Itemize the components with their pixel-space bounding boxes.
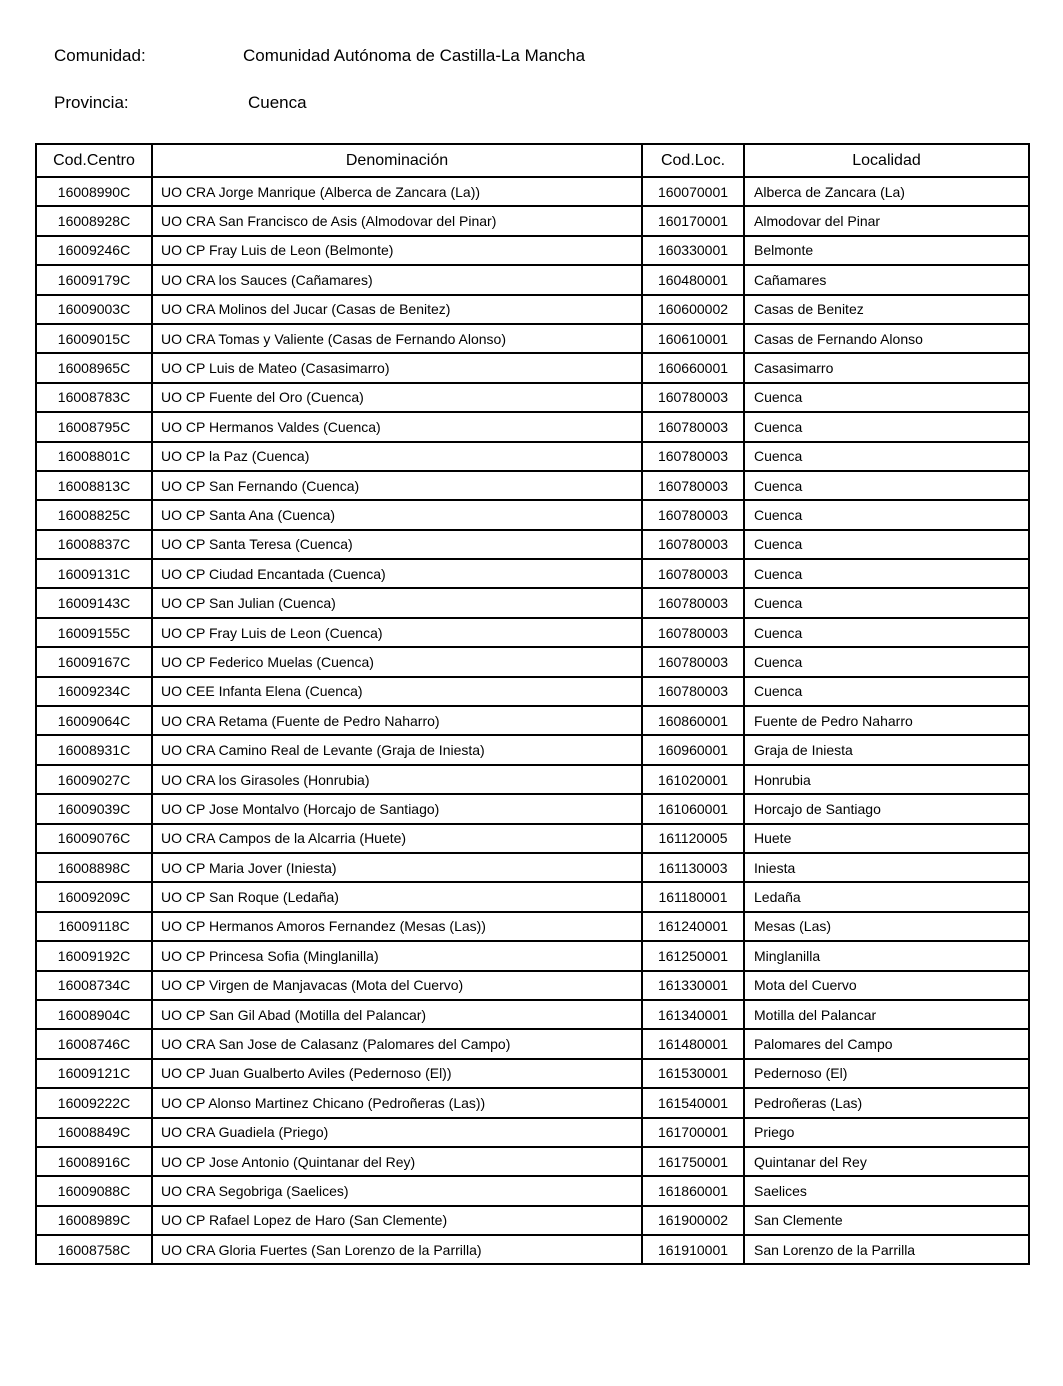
denominacion-cell: UO CP Fuente del Oro (Cuenca) xyxy=(152,383,642,412)
provincia-label: Provincia: xyxy=(54,93,129,112)
denominacion-cell: UO CP Santa Teresa (Cuenca) xyxy=(152,530,642,559)
localidad-cell: Cuenca xyxy=(744,383,1029,412)
denominacion-cell: UO CRA Molinos del Jucar (Casas de Benitez) xyxy=(152,295,642,324)
cod-loc-cell: 161340001 xyxy=(642,1000,744,1029)
cod-centro-cell: 16008825C xyxy=(36,500,152,529)
localidad-cell: San Clemente xyxy=(744,1206,1029,1235)
denominacion-cell: UO CP Jose Montalvo (Horcajo de Santiago) xyxy=(152,794,642,823)
table-row xyxy=(36,1176,1029,1205)
cod-loc-cell: 160780003 xyxy=(642,383,744,412)
column-header-cod-loc: Cod.Loc. xyxy=(642,144,744,177)
cod-loc-cell: 161480001 xyxy=(642,1029,744,1058)
table-row xyxy=(36,971,1029,1000)
cod-centro-cell: 16008801C xyxy=(36,442,152,471)
denominacion-cell: UO CP Ciudad Encantada (Cuenca) xyxy=(152,559,642,588)
denominacion-cell: UO CRA los Girasoles (Honrubia) xyxy=(152,765,642,794)
localidad-cell: Cuenca xyxy=(744,500,1029,529)
cod-centro-cell: 16009234C xyxy=(36,677,152,706)
denominacion-cell: UO CP Fray Luis de Leon (Cuenca) xyxy=(152,618,642,647)
cod-centro-cell: 16009118C xyxy=(36,912,152,941)
table-row xyxy=(36,706,1029,735)
table-row xyxy=(36,500,1029,529)
denominacion-cell: UO CP Juan Gualberto Aviles (Pedernoso (El)) xyxy=(152,1059,642,1088)
localidad-cell: Minglanilla xyxy=(744,941,1029,970)
denominacion-cell: UO CRA Campos de la Alcarria (Huete) xyxy=(152,824,642,853)
cod-loc-cell: 160780003 xyxy=(642,677,744,706)
cod-centro-cell: 16008898C xyxy=(36,853,152,882)
denominacion-cell: UO CP Rafael Lopez de Haro (San Clemente) xyxy=(152,1206,642,1235)
cod-loc-cell: 161180001 xyxy=(642,882,744,911)
cod-centro-cell: 16008746C xyxy=(36,1029,152,1058)
cod-loc-cell: 161750001 xyxy=(642,1147,744,1176)
cod-centro-cell: 16009222C xyxy=(36,1088,152,1117)
localidad-cell: Mesas (Las) xyxy=(744,912,1029,941)
cod-centro-cell: 16008734C xyxy=(36,971,152,1000)
cod-loc-cell: 161130003 xyxy=(642,853,744,882)
localidad-cell: Cuenca xyxy=(744,647,1029,676)
table-header-row xyxy=(36,144,1029,177)
table-row xyxy=(36,588,1029,617)
cod-centro-cell: 16009027C xyxy=(36,765,152,794)
denominacion-cell: UO CP Alonso Martinez Chicano (Pedroñeras (Las)) xyxy=(152,1088,642,1117)
cod-centro-cell: 16008783C xyxy=(36,383,152,412)
denominacion-cell: UO CP Maria Jover (Iniesta) xyxy=(152,853,642,882)
table-row xyxy=(36,882,1029,911)
localidad-cell: Almodovar del Pinar xyxy=(744,206,1029,235)
localidad-cell: Saelices xyxy=(744,1176,1029,1205)
cod-loc-cell: 161020001 xyxy=(642,765,744,794)
cod-loc-cell: 161120005 xyxy=(642,824,744,853)
localidad-cell: Iniesta xyxy=(744,853,1029,882)
cod-centro-cell: 16009192C xyxy=(36,941,152,970)
table-row xyxy=(36,735,1029,764)
localidad-cell: Cuenca xyxy=(744,471,1029,500)
cod-centro-cell: 16008837C xyxy=(36,530,152,559)
cod-loc-cell: 161910001 xyxy=(642,1235,744,1264)
cod-centro-cell: 16009076C xyxy=(36,824,152,853)
localidad-cell: Horcajo de Santiago xyxy=(744,794,1029,823)
table-row xyxy=(36,530,1029,559)
cod-centro-cell: 16008928C xyxy=(36,206,152,235)
cod-loc-cell: 160610001 xyxy=(642,324,744,353)
table-row xyxy=(36,353,1029,382)
cod-centro-cell: 16009179C xyxy=(36,265,152,294)
cod-centro-cell: 16008990C xyxy=(36,177,152,206)
localidad-cell: Huete xyxy=(744,824,1029,853)
denominacion-cell: UO CP Fray Luis de Leon (Belmonte) xyxy=(152,236,642,265)
denominacion-cell: UO CP San Julian (Cuenca) xyxy=(152,588,642,617)
table-row xyxy=(36,324,1029,353)
localidad-cell: Quintanar del Rey xyxy=(744,1147,1029,1176)
cod-centro-cell: 16009167C xyxy=(36,647,152,676)
denominacion-cell: UO CRA Jorge Manrique (Alberca de Zancara (La)) xyxy=(152,177,642,206)
table-row xyxy=(36,647,1029,676)
cod-loc-cell: 161330001 xyxy=(642,971,744,1000)
localidad-cell: Cuenca xyxy=(744,442,1029,471)
cod-loc-cell: 160660001 xyxy=(642,353,744,382)
cod-loc-cell: 160780003 xyxy=(642,618,744,647)
column-header-cod-centro: Cod.Centro xyxy=(36,144,152,177)
cod-loc-cell: 161060001 xyxy=(642,794,744,823)
table-row xyxy=(36,442,1029,471)
localidad-cell: Mota del Cuervo xyxy=(744,971,1029,1000)
table-row xyxy=(36,236,1029,265)
cod-loc-cell: 160860001 xyxy=(642,706,744,735)
column-header-denominacion: Denominación xyxy=(152,144,642,177)
cod-centro-cell: 16009143C xyxy=(36,588,152,617)
denominacion-cell: UO CRA los Sauces (Cañamares) xyxy=(152,265,642,294)
cod-loc-cell: 160780003 xyxy=(642,647,744,676)
cod-centro-cell: 16009246C xyxy=(36,236,152,265)
cod-loc-cell: 160600002 xyxy=(642,295,744,324)
denominacion-cell: UO CP Jose Antonio (Quintanar del Rey) xyxy=(152,1147,642,1176)
cod-centro-cell: 16009155C xyxy=(36,618,152,647)
denominacion-cell: UO CP Hermanos Amoros Fernandez (Mesas (Las)) xyxy=(152,912,642,941)
localidad-cell: Honrubia xyxy=(744,765,1029,794)
table-row xyxy=(36,559,1029,588)
localidad-cell: Palomares del Campo xyxy=(744,1029,1029,1058)
table-row xyxy=(36,1029,1029,1058)
localidad-cell: Cuenca xyxy=(744,559,1029,588)
denominacion-cell: UO CP San Gil Abad (Motilla del Palancar) xyxy=(152,1000,642,1029)
denominacion-cell: UO CP Santa Ana (Cuenca) xyxy=(152,500,642,529)
cod-centro-cell: 16008758C xyxy=(36,1235,152,1264)
table-row xyxy=(36,177,1029,206)
cod-loc-cell: 161860001 xyxy=(642,1176,744,1205)
denominacion-cell: UO CRA Tomas y Valiente (Casas de Fernando Alonso) xyxy=(152,324,642,353)
table-row xyxy=(36,1206,1029,1235)
localidad-cell: Cañamares xyxy=(744,265,1029,294)
cod-centro-cell: 16009131C xyxy=(36,559,152,588)
localidad-cell: Motilla del Palancar xyxy=(744,1000,1029,1029)
cod-loc-cell: 161530001 xyxy=(642,1059,744,1088)
denominacion-cell: UO CRA Guadiela (Priego) xyxy=(152,1118,642,1147)
localidad-cell: Cuenca xyxy=(744,618,1029,647)
cod-loc-cell: 161700001 xyxy=(642,1118,744,1147)
table-row xyxy=(36,941,1029,970)
localidad-cell: Cuenca xyxy=(744,588,1029,617)
localidad-cell: Pedernoso (El) xyxy=(744,1059,1029,1088)
comunidad-label: Comunidad: xyxy=(54,46,146,65)
cod-centro-cell: 16009209C xyxy=(36,882,152,911)
localidad-cell: Casas de Benitez xyxy=(744,295,1029,324)
table-row xyxy=(36,1147,1029,1176)
cod-loc-cell: 160780003 xyxy=(642,500,744,529)
table-row xyxy=(36,677,1029,706)
denominacion-cell: UO CRA Camino Real de Levante (Graja de Iniesta) xyxy=(152,735,642,764)
denominacion-cell: UO CP Princesa Sofia (Minglanilla) xyxy=(152,941,642,970)
cod-loc-cell: 160170001 xyxy=(642,206,744,235)
denominacion-cell: UO CRA San Francisco de Asis (Almodovar del Pinar) xyxy=(152,206,642,235)
denominacion-cell: UO CP la Paz (Cuenca) xyxy=(152,442,642,471)
cod-centro-cell: 16008904C xyxy=(36,1000,152,1029)
cod-loc-cell: 160780003 xyxy=(642,530,744,559)
cod-loc-cell: 160780003 xyxy=(642,442,744,471)
denominacion-cell: UO CRA Retama (Fuente de Pedro Naharro) xyxy=(152,706,642,735)
cod-centro-cell: 16008989C xyxy=(36,1206,152,1235)
localidad-cell: Cuenca xyxy=(744,677,1029,706)
table-row xyxy=(36,471,1029,500)
localidad-cell: Ledaña xyxy=(744,882,1029,911)
cod-centro-cell: 16008849C xyxy=(36,1118,152,1147)
cod-loc-cell: 161540001 xyxy=(642,1088,744,1117)
cod-centro-cell: 16008931C xyxy=(36,735,152,764)
localidad-cell: Casas de Fernando Alonso xyxy=(744,324,1029,353)
localidad-cell: San Lorenzo de la Parrilla xyxy=(744,1235,1029,1264)
cod-centro-cell: 16009088C xyxy=(36,1176,152,1205)
cod-centro-cell: 16008795C xyxy=(36,412,152,441)
table-row xyxy=(36,1088,1029,1117)
cod-loc-cell: 160070001 xyxy=(642,177,744,206)
table-row xyxy=(36,765,1029,794)
cod-loc-cell: 160780003 xyxy=(642,559,744,588)
localidad-cell: Pedroñeras (Las) xyxy=(744,1088,1029,1117)
cod-centro-cell: 16008813C xyxy=(36,471,152,500)
localidad-cell: Priego xyxy=(744,1118,1029,1147)
table-row xyxy=(36,412,1029,441)
cod-centro-cell: 16009039C xyxy=(36,794,152,823)
localidad-cell: Graja de Iniesta xyxy=(744,735,1029,764)
table-row xyxy=(36,1000,1029,1029)
comunidad-value: Comunidad Autónoma de Castilla-La Mancha xyxy=(243,46,586,65)
localidad-cell: Cuenca xyxy=(744,530,1029,559)
localidad-cell: Belmonte xyxy=(744,236,1029,265)
cod-centro-cell: 16009003C xyxy=(36,295,152,324)
table-row xyxy=(36,383,1029,412)
provincia-value: Cuenca xyxy=(248,93,307,112)
cod-loc-cell: 160480001 xyxy=(642,265,744,294)
cod-centro-cell: 16009015C xyxy=(36,324,152,353)
cod-centro-cell: 16009121C xyxy=(36,1059,152,1088)
cod-loc-cell: 161250001 xyxy=(642,941,744,970)
cod-loc-cell: 161240001 xyxy=(642,912,744,941)
table-row xyxy=(36,1235,1029,1264)
table-row xyxy=(36,824,1029,853)
denominacion-cell: UO CRA San Jose de Calasanz (Palomares del Campo) xyxy=(152,1029,642,1058)
cod-loc-cell: 161900002 xyxy=(642,1206,744,1235)
denominacion-cell: UO CP Hermanos Valdes (Cuenca) xyxy=(152,412,642,441)
column-header-localidad: Localidad xyxy=(744,144,1029,177)
table-row xyxy=(36,1059,1029,1088)
localidad-cell: Fuente de Pedro Naharro xyxy=(744,706,1029,735)
table-row xyxy=(36,206,1029,235)
cod-loc-cell: 160960001 xyxy=(642,735,744,764)
cod-centro-cell: 16008916C xyxy=(36,1147,152,1176)
cod-centro-cell: 16008965C xyxy=(36,353,152,382)
table-row xyxy=(36,265,1029,294)
cod-loc-cell: 160780003 xyxy=(642,588,744,617)
denominacion-cell: UO CP San Roque (Ledaña) xyxy=(152,882,642,911)
centers-table xyxy=(35,143,1030,1265)
denominacion-cell: UO CP Federico Muelas (Cuenca) xyxy=(152,647,642,676)
denominacion-cell: UO CP Luis de Mateo (Casasimarro) xyxy=(152,353,642,382)
denominacion-cell: UO CRA Segobriga (Saelices) xyxy=(152,1176,642,1205)
table-row xyxy=(36,794,1029,823)
cod-loc-cell: 160780003 xyxy=(642,412,744,441)
cod-loc-cell: 160780003 xyxy=(642,471,744,500)
denominacion-cell: UO CP Virgen de Manjavacas (Mota del Cuervo) xyxy=(152,971,642,1000)
table-row xyxy=(36,853,1029,882)
localidad-cell: Cuenca xyxy=(744,412,1029,441)
denominacion-cell: UO CEE Infanta Elena (Cuenca) xyxy=(152,677,642,706)
denominacion-cell: UO CP San Fernando (Cuenca) xyxy=(152,471,642,500)
denominacion-cell: UO CRA Gloria Fuertes (San Lorenzo de la Parrilla) xyxy=(152,1235,642,1264)
cod-loc-cell: 160330001 xyxy=(642,236,744,265)
table-row xyxy=(36,295,1029,324)
table-row xyxy=(36,1118,1029,1147)
table-row xyxy=(36,912,1029,941)
localidad-cell: Alberca de Zancara (La) xyxy=(744,177,1029,206)
cod-centro-cell: 16009064C xyxy=(36,706,152,735)
localidad-cell: Casasimarro xyxy=(744,353,1029,382)
table-row xyxy=(36,618,1029,647)
